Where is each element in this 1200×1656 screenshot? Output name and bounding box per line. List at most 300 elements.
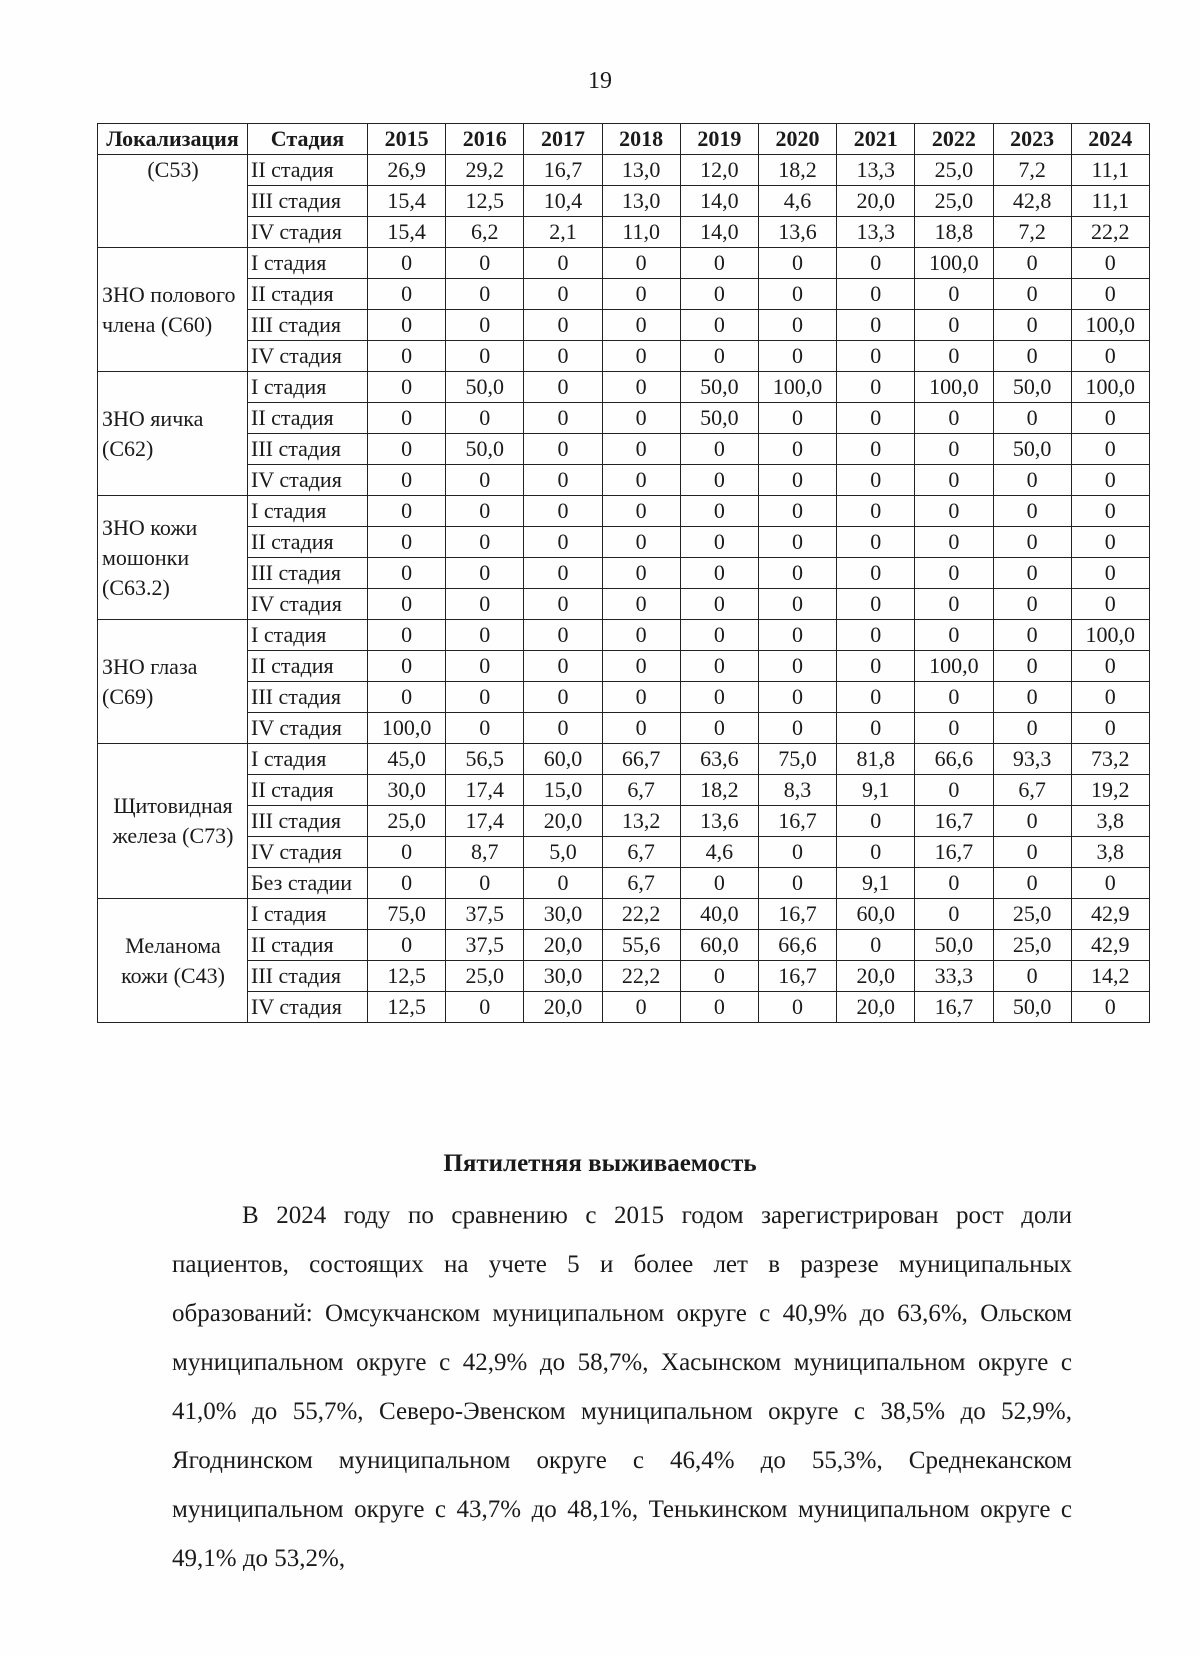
value-cell: 4,6 — [758, 186, 836, 217]
value-cell: 16,7 — [758, 899, 836, 930]
header-year: 2016 — [446, 124, 524, 155]
header-localization: Локализация — [98, 124, 248, 155]
header-year: 2021 — [837, 124, 915, 155]
value-cell: 50,0 — [680, 403, 758, 434]
value-cell: 0 — [524, 341, 602, 372]
stage-cell: IV стадия — [248, 341, 368, 372]
table-row — [98, 434, 1150, 465]
value-cell: 22,2 — [602, 961, 680, 992]
value-cell: 0 — [837, 651, 915, 682]
value-cell: 0 — [680, 682, 758, 713]
value-cell: 0 — [446, 589, 524, 620]
value-cell: 0 — [915, 496, 993, 527]
value-cell: 0 — [446, 620, 524, 651]
value-cell: 0 — [446, 713, 524, 744]
value-cell: 11,1 — [1071, 155, 1149, 186]
value-cell: 0 — [837, 806, 915, 837]
value-cell: 0 — [993, 868, 1071, 899]
value-cell: 0 — [837, 589, 915, 620]
table-row — [98, 620, 1150, 651]
stage-cell: I стадия — [248, 899, 368, 930]
value-cell: 12,5 — [446, 186, 524, 217]
value-cell: 0 — [993, 620, 1071, 651]
value-cell: 25,0 — [915, 155, 993, 186]
value-cell: 0 — [446, 248, 524, 279]
value-cell: 0 — [524, 372, 602, 403]
value-cell: 60,0 — [680, 930, 758, 961]
value-cell: 0 — [446, 527, 524, 558]
value-cell: 0 — [602, 465, 680, 496]
value-cell: 6,7 — [993, 775, 1071, 806]
value-cell: 66,6 — [758, 930, 836, 961]
value-cell: 0 — [1071, 403, 1149, 434]
value-cell: 0 — [915, 558, 993, 589]
value-cell: 0 — [368, 310, 446, 341]
stage-cell: IV стадия — [248, 713, 368, 744]
value-cell: 0 — [1071, 868, 1149, 899]
value-cell: 0 — [1071, 465, 1149, 496]
value-cell: 0 — [915, 341, 993, 372]
header-year: 2015 — [368, 124, 446, 155]
value-cell: 45,0 — [368, 744, 446, 775]
value-cell: 0 — [837, 713, 915, 744]
value-cell: 16,7 — [915, 837, 993, 868]
table-row — [98, 744, 1150, 775]
value-cell: 0 — [602, 279, 680, 310]
header-year: 2024 — [1071, 124, 1149, 155]
value-cell: 75,0 — [368, 899, 446, 930]
value-cell: 0 — [524, 527, 602, 558]
value-cell: 3,8 — [1071, 806, 1149, 837]
value-cell: 10,4 — [524, 186, 602, 217]
value-cell: 0 — [446, 682, 524, 713]
value-cell: 0 — [837, 837, 915, 868]
value-cell: 0 — [680, 961, 758, 992]
stage-cell: II стадия — [248, 930, 368, 961]
value-cell: 0 — [680, 527, 758, 558]
value-cell: 25,0 — [915, 186, 993, 217]
value-cell: 0 — [915, 899, 993, 930]
value-cell: 0 — [993, 837, 1071, 868]
value-cell: 0 — [915, 465, 993, 496]
table-row — [98, 217, 1150, 248]
value-cell: 0 — [1071, 713, 1149, 744]
value-cell: 12,0 — [680, 155, 758, 186]
value-cell: 0 — [993, 465, 1071, 496]
value-cell: 0 — [837, 372, 915, 403]
table-row — [98, 837, 1150, 868]
value-cell: 0 — [446, 279, 524, 310]
value-cell: 0 — [680, 310, 758, 341]
value-cell: 13,0 — [602, 186, 680, 217]
value-cell: 0 — [602, 682, 680, 713]
value-cell: 0 — [446, 992, 524, 1023]
value-cell: 0 — [915, 589, 993, 620]
value-cell: 42,9 — [1071, 930, 1149, 961]
value-cell: 50,0 — [993, 434, 1071, 465]
value-cell: 16,7 — [915, 806, 993, 837]
value-cell: 0 — [368, 589, 446, 620]
value-cell: 0 — [680, 992, 758, 1023]
value-cell: 15,4 — [368, 217, 446, 248]
value-cell: 22,2 — [1071, 217, 1149, 248]
value-cell: 13,2 — [602, 806, 680, 837]
localization-cell: Щитовидная железа (С73) — [98, 744, 248, 899]
value-cell: 6,2 — [446, 217, 524, 248]
value-cell: 56,5 — [446, 744, 524, 775]
value-cell: 11,1 — [1071, 186, 1149, 217]
header-stage: Стадия — [248, 124, 368, 155]
value-cell: 22,2 — [602, 899, 680, 930]
value-cell: 0 — [1071, 496, 1149, 527]
value-cell: 75,0 — [758, 744, 836, 775]
value-cell: 0 — [837, 496, 915, 527]
value-cell: 0 — [758, 434, 836, 465]
value-cell: 0 — [524, 310, 602, 341]
value-cell: 0 — [758, 527, 836, 558]
value-cell: 0 — [368, 837, 446, 868]
value-cell: 16,7 — [758, 806, 836, 837]
value-cell: 13,0 — [602, 155, 680, 186]
value-cell: 0 — [758, 837, 836, 868]
value-cell: 0 — [446, 496, 524, 527]
value-cell: 0 — [837, 682, 915, 713]
stage-cell: II стадия — [248, 651, 368, 682]
value-cell: 0 — [602, 496, 680, 527]
stage-cell: III стадия — [248, 186, 368, 217]
value-cell: 0 — [368, 682, 446, 713]
localization-cell: ЗНО глаза (С69) — [98, 620, 248, 744]
stage-cell: II стадия — [248, 279, 368, 310]
value-cell: 33,3 — [915, 961, 993, 992]
value-cell: 0 — [915, 775, 993, 806]
value-cell: 26,9 — [368, 155, 446, 186]
value-cell: 100,0 — [1071, 310, 1149, 341]
header-year: 2022 — [915, 124, 993, 155]
table-row — [98, 775, 1150, 806]
value-cell: 0 — [368, 465, 446, 496]
value-cell: 0 — [446, 341, 524, 372]
value-cell: 0 — [446, 465, 524, 496]
value-cell: 0 — [524, 465, 602, 496]
stage-cell: I стадия — [248, 372, 368, 403]
value-cell: 0 — [446, 558, 524, 589]
stage-cell: I стадия — [248, 248, 368, 279]
value-cell: 29,2 — [446, 155, 524, 186]
value-cell: 6,7 — [602, 837, 680, 868]
value-cell: 13,3 — [837, 217, 915, 248]
value-cell: 16,7 — [524, 155, 602, 186]
value-cell: 25,0 — [446, 961, 524, 992]
value-cell: 0 — [837, 558, 915, 589]
table-row — [98, 961, 1150, 992]
header-year: 2019 — [680, 124, 758, 155]
value-cell: 30,0 — [368, 775, 446, 806]
value-cell: 100,0 — [368, 713, 446, 744]
value-cell: 60,0 — [837, 899, 915, 930]
value-cell: 0 — [915, 434, 993, 465]
value-cell: 25,0 — [368, 806, 446, 837]
stage-cell: II стадия — [248, 403, 368, 434]
value-cell: 0 — [993, 279, 1071, 310]
table-row — [98, 558, 1150, 589]
value-cell: 100,0 — [915, 372, 993, 403]
value-cell: 0 — [993, 496, 1071, 527]
value-cell: 20,0 — [524, 930, 602, 961]
value-cell: 66,7 — [602, 744, 680, 775]
value-cell: 7,2 — [993, 155, 1071, 186]
value-cell: 0 — [680, 651, 758, 682]
table-row — [98, 248, 1150, 279]
value-cell: 0 — [524, 558, 602, 589]
value-cell: 0 — [1071, 992, 1149, 1023]
value-cell: 0 — [602, 372, 680, 403]
table-row — [98, 992, 1150, 1023]
value-cell: 15,0 — [524, 775, 602, 806]
table-row — [98, 713, 1150, 744]
value-cell: 13,6 — [758, 217, 836, 248]
value-cell: 20,0 — [524, 992, 602, 1023]
table-row — [98, 465, 1150, 496]
stage-cell: II стадия — [248, 775, 368, 806]
value-cell: 0 — [993, 961, 1071, 992]
value-cell: 0 — [368, 868, 446, 899]
value-cell: 0 — [446, 310, 524, 341]
value-cell: 40,0 — [680, 899, 758, 930]
value-cell: 0 — [680, 868, 758, 899]
value-cell: 0 — [837, 279, 915, 310]
value-cell: 0 — [680, 279, 758, 310]
value-cell: 0 — [915, 868, 993, 899]
value-cell: 14,0 — [680, 186, 758, 217]
value-cell: 0 — [602, 434, 680, 465]
value-cell: 0 — [758, 713, 836, 744]
value-cell: 8,3 — [758, 775, 836, 806]
localization-cell: ЗНО кожи мошонки (С63.2) — [98, 496, 248, 620]
value-cell: 13,6 — [680, 806, 758, 837]
value-cell: 0 — [368, 248, 446, 279]
value-cell: 60,0 — [524, 744, 602, 775]
value-cell: 0 — [915, 279, 993, 310]
value-cell: 0 — [1071, 589, 1149, 620]
table-body — [98, 155, 1150, 1023]
stage-cell: IV стадия — [248, 837, 368, 868]
value-cell: 0 — [446, 651, 524, 682]
value-cell: 0 — [993, 527, 1071, 558]
table-row — [98, 279, 1150, 310]
value-cell: 37,5 — [446, 899, 524, 930]
value-cell: 0 — [993, 713, 1071, 744]
value-cell: 50,0 — [446, 372, 524, 403]
value-cell: 0 — [524, 682, 602, 713]
value-cell: 3,8 — [1071, 837, 1149, 868]
stage-cell: II стадия — [248, 155, 368, 186]
value-cell: 0 — [680, 465, 758, 496]
localization-cell: ЗНО полового члена (С60) — [98, 248, 248, 372]
value-cell: 4,6 — [680, 837, 758, 868]
value-cell: 93,3 — [993, 744, 1071, 775]
value-cell: 25,0 — [993, 930, 1071, 961]
value-cell: 0 — [915, 620, 993, 651]
value-cell: 14,2 — [1071, 961, 1149, 992]
value-cell: 0 — [758, 310, 836, 341]
value-cell: 0 — [993, 682, 1071, 713]
value-cell: 0 — [368, 558, 446, 589]
value-cell: 0 — [837, 930, 915, 961]
value-cell: 0 — [1071, 651, 1149, 682]
value-cell: 0 — [602, 310, 680, 341]
value-cell: 0 — [758, 496, 836, 527]
value-cell: 0 — [368, 372, 446, 403]
value-cell: 0 — [1071, 527, 1149, 558]
value-cell: 0 — [602, 651, 680, 682]
value-cell: 0 — [758, 992, 836, 1023]
table-row — [98, 527, 1150, 558]
value-cell: 6,7 — [602, 775, 680, 806]
value-cell: 14,0 — [680, 217, 758, 248]
stage-cell: I стадия — [248, 744, 368, 775]
value-cell: 0 — [1071, 341, 1149, 372]
value-cell: 0 — [602, 527, 680, 558]
value-cell: 0 — [915, 527, 993, 558]
table-row — [98, 372, 1150, 403]
value-cell: 0 — [680, 713, 758, 744]
value-cell: 17,4 — [446, 775, 524, 806]
stage-cell: IV стадия — [248, 217, 368, 248]
value-cell: 0 — [758, 403, 836, 434]
value-cell: 0 — [758, 465, 836, 496]
stage-cell: III стадия — [248, 310, 368, 341]
value-cell: 0 — [993, 403, 1071, 434]
value-cell: 0 — [602, 248, 680, 279]
value-cell: 25,0 — [993, 899, 1071, 930]
value-cell: 0 — [837, 527, 915, 558]
value-cell: 17,4 — [446, 806, 524, 837]
value-cell: 0 — [524, 713, 602, 744]
value-cell: 18,2 — [680, 775, 758, 806]
table-row — [98, 682, 1150, 713]
value-cell: 0 — [758, 279, 836, 310]
value-cell: 0 — [837, 620, 915, 651]
value-cell: 81,8 — [837, 744, 915, 775]
value-cell: 0 — [602, 558, 680, 589]
value-cell: 50,0 — [680, 372, 758, 403]
stage-cell: I стадия — [248, 496, 368, 527]
table-header-row — [98, 124, 1150, 155]
table-row — [98, 155, 1150, 186]
value-cell: 0 — [837, 310, 915, 341]
value-cell: 100,0 — [758, 372, 836, 403]
value-cell: 42,9 — [1071, 899, 1149, 930]
value-cell: 0 — [368, 620, 446, 651]
value-cell: 0 — [368, 279, 446, 310]
value-cell: 0 — [368, 930, 446, 961]
page-number: 19 — [588, 68, 612, 94]
value-cell: 0 — [837, 403, 915, 434]
value-cell: 100,0 — [1071, 372, 1149, 403]
header-year: 2020 — [758, 124, 836, 155]
value-cell: 0 — [993, 310, 1071, 341]
value-cell: 0 — [602, 341, 680, 372]
value-cell: 0 — [524, 651, 602, 682]
stage-cell: II стадия — [248, 527, 368, 558]
header-year: 2023 — [993, 124, 1071, 155]
value-cell: 37,5 — [446, 930, 524, 961]
value-cell: 12,5 — [368, 961, 446, 992]
value-cell: 12,5 — [368, 992, 446, 1023]
value-cell: 0 — [758, 620, 836, 651]
value-cell: 0 — [915, 403, 993, 434]
value-cell: 50,0 — [993, 372, 1071, 403]
value-cell: 0 — [758, 341, 836, 372]
value-cell: 50,0 — [915, 930, 993, 961]
value-cell: 9,1 — [837, 868, 915, 899]
value-cell: 0 — [915, 713, 993, 744]
value-cell: 20,0 — [837, 961, 915, 992]
value-cell: 30,0 — [524, 961, 602, 992]
value-cell: 0 — [993, 248, 1071, 279]
table-row — [98, 186, 1150, 217]
value-cell: 20,0 — [524, 806, 602, 837]
value-cell: 42,8 — [993, 186, 1071, 217]
localization-cell: Меланома кожи (С43) — [98, 899, 248, 1023]
value-cell: 55,6 — [602, 930, 680, 961]
value-cell: 0 — [446, 403, 524, 434]
table-row — [98, 496, 1150, 527]
value-cell: 0 — [524, 868, 602, 899]
value-cell: 0 — [680, 496, 758, 527]
value-cell: 0 — [602, 713, 680, 744]
value-cell: 0 — [524, 620, 602, 651]
localization-cell: ЗНО яичка (С62) — [98, 372, 248, 496]
value-cell: 100,0 — [1071, 620, 1149, 651]
value-cell: 0 — [368, 496, 446, 527]
table-row — [98, 341, 1150, 372]
value-cell: 0 — [446, 868, 524, 899]
value-cell: 9,1 — [837, 775, 915, 806]
header-year: 2018 — [602, 124, 680, 155]
value-cell: 0 — [837, 248, 915, 279]
stage-cell: III стадия — [248, 434, 368, 465]
value-cell: 0 — [993, 589, 1071, 620]
value-cell: 0 — [524, 279, 602, 310]
table-row — [98, 310, 1150, 341]
table-row — [98, 651, 1150, 682]
header-year: 2017 — [524, 124, 602, 155]
value-cell: 50,0 — [446, 434, 524, 465]
value-cell: 63,6 — [680, 744, 758, 775]
value-cell: 0 — [758, 682, 836, 713]
value-cell: 0 — [602, 403, 680, 434]
value-cell: 7,2 — [993, 217, 1071, 248]
table-row — [98, 899, 1150, 930]
value-cell: 11,0 — [602, 217, 680, 248]
value-cell: 0 — [368, 527, 446, 558]
value-cell: 0 — [837, 341, 915, 372]
value-cell: 0 — [368, 434, 446, 465]
value-cell: 0 — [758, 589, 836, 620]
value-cell: 0 — [993, 806, 1071, 837]
localization-cell: (С53) — [98, 155, 248, 248]
value-cell: 0 — [993, 558, 1071, 589]
section-title: Пятилетняя выживаемость — [443, 1150, 757, 1177]
stage-cell: III стадия — [248, 682, 368, 713]
stage-cell: III стадия — [248, 558, 368, 589]
value-cell: 0 — [993, 341, 1071, 372]
value-cell: 19,2 — [1071, 775, 1149, 806]
stage-cell: III стадия — [248, 806, 368, 837]
value-cell: 0 — [837, 434, 915, 465]
